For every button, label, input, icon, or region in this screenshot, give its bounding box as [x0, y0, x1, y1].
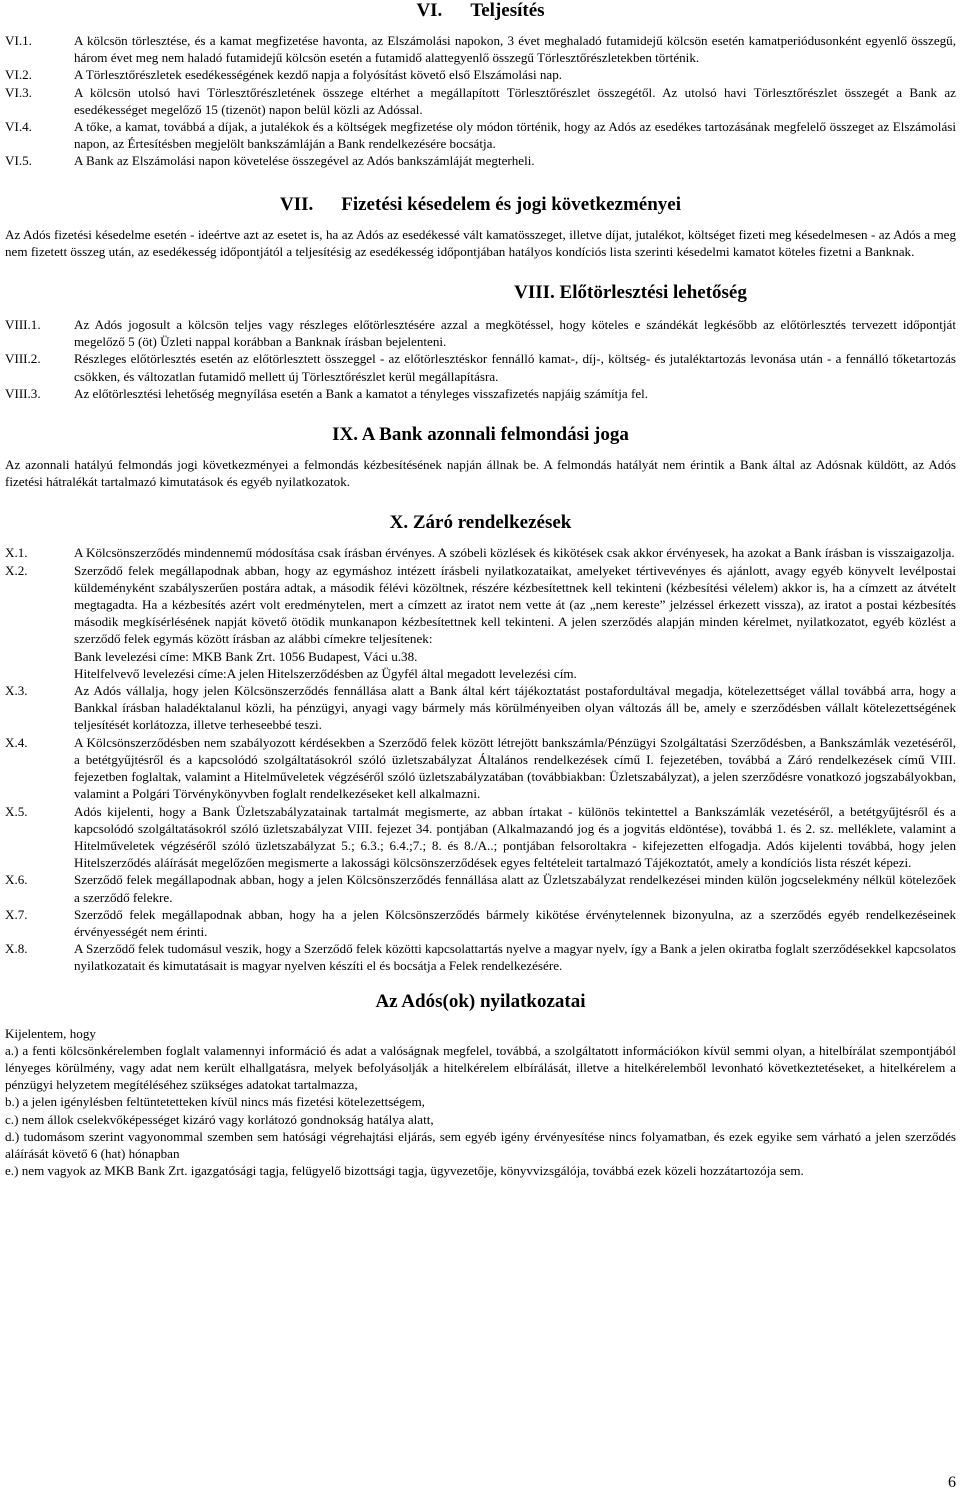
clause-number: VIII.2. [5, 351, 41, 367]
borrower-address-line: Hitelfelvevő levelezési címe:A jelen Hitelszerződésben az Ügyfél által megadott levelezési cím. [74, 665, 577, 681]
section-vi-title: Teljesítés [470, 0, 545, 21]
section-vi-number: VI. [416, 0, 443, 21]
declarations-heading: Az Adós(ok) nyilatkozatai [375, 990, 586, 1012]
clause-x-4 [5, 734, 956, 803]
clause-number: VI.2. [5, 67, 32, 83]
section-vii-number: VII. [279, 193, 314, 215]
clause-x-6 [5, 871, 956, 905]
declaration-d: d.) tudomásom szerint vagyonommal szemben sem hatósági végrehajtási eljárás, sem egyéb igény érvényesítése nincs folyamatban, és ezek egyike sem várható a jelen szerződés aláírását követő 6 (hat) hónapban [5, 1128, 956, 1161]
clause-vi-5 [5, 152, 956, 169]
section-ix-heading: IX. A Bank azonnali felmondási joga [332, 424, 629, 446]
clause-vi-1 [5, 32, 956, 66]
clause-text: A Törlesztőrészletek esedékességének kezdő napja a folyósítást követő első Elszámolási nap. [74, 67, 563, 83]
clause-number: VI.4. [5, 119, 32, 135]
clause-x-7 [5, 906, 956, 940]
clause-text: Az előtörlesztési lehetőség megnyílása esetén a Bank a kamatot a tényleges visszafizetés napjáig számítja fel. [74, 385, 649, 401]
clause-number: X.8. [5, 941, 28, 957]
clause-body [74, 562, 956, 682]
declaration-c: c.) nem állok cselekvőképességet kizáró vagy korlátozó gondnokság hatálya alatt, [5, 1111, 434, 1127]
clause-viii-2 [5, 350, 956, 384]
section-viii-heading: VIII. Előtörlesztési lehetőség [514, 282, 747, 304]
clause-text: Szerződő felek megállapodnak abban, hogy a jelen Kölcsönszerződés fennállása alatt az Üzletszabályzat rendelkezései minden külön jogcselekmény nélkül kötelezőek a szerződő felekre. [74, 872, 956, 905]
clause-text: Szerződő felek megállapodnak abban, hogy az egymáshoz intézett írásbeli nyilatkozataikat, amelyeket tértivevényes és ajánlott, avagy egyéb könyvelt levélpostai küldeményként szabályszerűen postára adtak, a második félévi közöltnek, részére kézbesítettnek kell tekinteni (kézbesítési vélelem) akkor is, ha a címzett az átvételt megtagadta. Ha a kézbesítés azért volt eredménytelen, mert a címzett az iratot nem vette át (az „nem kereste” jelzéssel érkezett vissza), az iratot a postai kézbesítés második megkísérlésének napját követő ötödik munkanapon kézbesítettnek kell tekinteni. A jelen szerződés alapján minden kérelmet, nyilatkozatot, egyéb közlést a szerződő felek egymás között írásban az alábbi címekre teljesítenek: [74, 562, 956, 647]
clause-text: Szerződő felek megállapodnak abban, hogy ha a jelen Kölcsönszerződés bármely kikötése érvénytelennek bizonyulna, az a szerződés egyéb rendelkezéseinek érvényességét nem érinti. [74, 906, 956, 939]
clause-text: A tőke, a kamat, továbbá a díjak, a jutalékok és a költségek megfizetése oly módon történik, hogy az Adós az esedékes tartozásának megfelelő összeget az Elszámolási napon, az Értesítésben megjelölt bankszámláján a Bank rendelkezésére bocsátja. [74, 119, 956, 152]
clause-number: X.7. [5, 906, 28, 922]
section-vii-title: Fizetési késedelem és jogi következményei [341, 193, 682, 215]
section-vi-heading [5, 0, 956, 22]
clause-text: A kölcsön utolsó havi Törlesztőrészletének összege eltérhet a megállapított Törlesztőrészlet összegétől. Az utolsó havi Törlesztőrészlet összegét a Bank az esedékességet megelőző 15 (tizenöt) napon belül közli az Adóssal. [74, 84, 956, 117]
clause-text: A Kölcsönszerződés mindennemű módosítása csak írásban érvényes. A szóbeli közlések és kikötések csak akkor érvényesek, ha azokat a Bank írásban is visszaigazolja. [74, 545, 955, 561]
clause-number: VIII.3. [5, 385, 41, 401]
section-vii-heading [5, 194, 956, 216]
document-page [5, 0, 956, 1179]
clause-text: A Bank az Elszámolási napon követelése összegével az Adós bankszámláját megterheli. [74, 153, 535, 169]
declaration-b: b.) a jelen igénylésben feltüntetetteken kívül nincs más fizetési kötelezettségem, [5, 1094, 425, 1110]
clause-text: Részleges előtörlesztés esetén az előtörlesztett összeggel - az előtörlesztéskor fennálló kamat-, díj-, költség- és jutaléktartozás levonása után - a fennálló tőketartozás csökken, és változatlan futamidő mellett új Törlesztőrészlet kerül megállapításra. [74, 351, 956, 384]
section-ix-text: Az azonnali hatályú felmondás jogi következményei a felmondás kézbesítésének napján állnak be. A felmondás hatályát nem érintik a Bank által az Adósnak küldött, az Adós fizetési hátralékát tartalmazó kimutatások és egyéb nyilatkozatok. [5, 457, 956, 490]
page-number: 6 [948, 1473, 956, 1491]
clause-x-2 [5, 562, 956, 682]
clause-number: VIII.1. [5, 317, 41, 333]
declarations-intro: Kijelentem, hogy [5, 1025, 96, 1041]
clause-viii-1 [5, 316, 956, 350]
bank-address-line: Bank levelezési címe: MKB Bank Zrt. 1056 Budapest, Váci u.38. [74, 648, 418, 664]
section-x-heading: X. Záró rendelkezések [389, 512, 572, 534]
clause-vi-4 [5, 118, 956, 152]
declaration-e: e.) nem vagyok az MKB Bank Zrt. igazgatósági tagja, felügyelő bizottsági tagja, ügyvezetője, könyvvizsgálója, továbbá ezek közeli hozzátartozója sem. [5, 1163, 804, 1179]
clause-text: A Szerződő felek tudomásul veszik, hogy a Szerződő felek közötti kapcsolattartás nyelve a magyar nyelv, így a Bank a jelen okiratba foglalt szerződésekkel kapcsolatos nyilatkozatait és kimutatásait is magyar nyelven készíti el és bocsátja a Felek rendelkezésére. [74, 941, 956, 974]
clause-number: X.3. [5, 683, 28, 699]
clause-number: X.2. [5, 562, 28, 578]
clause-viii-3 [5, 385, 956, 402]
clause-number: VI.5. [5, 153, 32, 169]
declaration-a: a.) a fenti kölcsönkérelemben foglalt valamennyi információ és adat a valóságnak megfelel, továbbá, a szolgáltatott információkon kívül semmi olyan, a hitelbírálat szempontjából lényeges körülmény, vagy adat nem került elhallgatásra, melyek befolyásolják a hitelkérelem elbírálását, illetve a hitelkérelemből levonható következtetéseket, a hitelkérelem a pénzügyi helyzetem megítéléséhez szükséges adatokat tartalmazza, [5, 1042, 956, 1093]
clause-text: A kölcsön törlesztése, és a kamat megfizetése havonta, az Elszámolási napokon, 3 évet meghaladó futamidejű kölcsön esetén kamatperiódusonként egyenlő összegű, három évet meg nem haladó futamidejű kölcsön esetén a futamidő alattegyenlő összegű Törlesztőrészletekben történik. [74, 33, 956, 66]
section-x-items [5, 544, 956, 974]
section-vi-items [5, 32, 956, 170]
clause-vi-2 [5, 66, 956, 83]
clause-number: X.6. [5, 872, 28, 888]
clause-number: VI.3. [5, 84, 32, 100]
clause-x-1 [5, 544, 956, 561]
section-viii-items [5, 316, 956, 402]
clause-x-5 [5, 803, 956, 872]
clause-number: X.4. [5, 734, 28, 750]
clause-text: Adós kijelenti, hogy a Bank Üzletszabályzatainak tartalmát megismerte, az abban írtakat - különös tekintettel a Bankszámlák vezetéséről, a betétgyűjtésről és a kapcsolódó szolgáltatásokról szóló üzletszabályzat VIII. fejezet 34. pontjában (Alkalmazandó jog és a jogvitás eldöntése), továbbá 1. és 2. sz. melléklete, valamint a Hitelműveletek végzéséről szóló üzletszabályzat 5.; 6.3.; 6.4.;7.; 8. és 8./A..; pontjában felsoroltakra - kifejezetten elfogadja. Adós kijelenti továbbá, hogy jelen Hitelszerződés aláírását megelőzően megismerte a lakossági kölcsönszerződések egyes feltételeit tartalmazó Tájékoztatót, amely a kondíciós lista részét képezi. [74, 803, 956, 871]
clause-vi-3 [5, 84, 956, 118]
clause-text: Az Adós jogosult a kölcsön teljes vagy részleges előtörlesztésére azzal a megkötéssel, hogy köteles e szándékát legkésőbb az előtörlesztés tervezett időpontját megelőző 5 (öt) Üzleti nappal korábban a Banknak írásban bejelenteni. [74, 317, 956, 350]
clause-text: Az Adós vállalja, hogy jelen Kölcsönszerződés fennállása alatt a Bank által kért tájékoztatást postafordultával megadja, kötelezettséget vállal továbbá arra, hogy a Bankkal írásban haladéktalanul közli, ha pénzügyi, anyagi vagy bármely más körülményeiben olyan változás áll be, amely e szerződésben vállalt kötelezettségének teljesítését korlátozza, illetve terheseebbé teszi. [74, 683, 956, 733]
clause-x-8 [5, 940, 956, 974]
clause-x-3 [5, 682, 956, 734]
clause-number: VI.1. [5, 33, 32, 48]
section-vii-text: Az Adós fizetési késedelme esetén - ideértve azt az esetet is, ha az Adós az esedékessé vált kamatösszeget, illetve díjat, jutalékot, költséget fizeti meg késedelmesen - az Adós a meg nem fizetett összeg után, az esedékesség időpontjától a teljesítésig az esedékesség időpontjában hatályos kondíciós lista szerinti késedelmi kamatot köteles fizetni a Banknak. [5, 226, 956, 259]
clause-text: A Kölcsönszerződésben nem szabályozott kérdésekben a Szerződő felek között létrejött bankszámla/Pénzügyi Szolgáltatási Szerződésben, a Bankszámlák vezetéséről, a betétgyűjtésről és a kapcsolódó szolgáltatásokról szóló üzletszabályzat Általános rendelkezések című I. fejezetében, továbbá a Záró rendelkezések című VIII. fejezetben foglaltak, valamint a Hitelműveletek végzéséről szóló üzletszabályzatában (továbbiakban: Üzletszabályzat), a jelen szerződésre vonatkozó jogszabályokban, valamint a Polgári Törvénykönyvben foglalt rendelkezéseket kell alkalmazni. [74, 734, 956, 802]
clause-number: X.5. [5, 803, 28, 819]
clause-number: X.1. [5, 545, 28, 561]
